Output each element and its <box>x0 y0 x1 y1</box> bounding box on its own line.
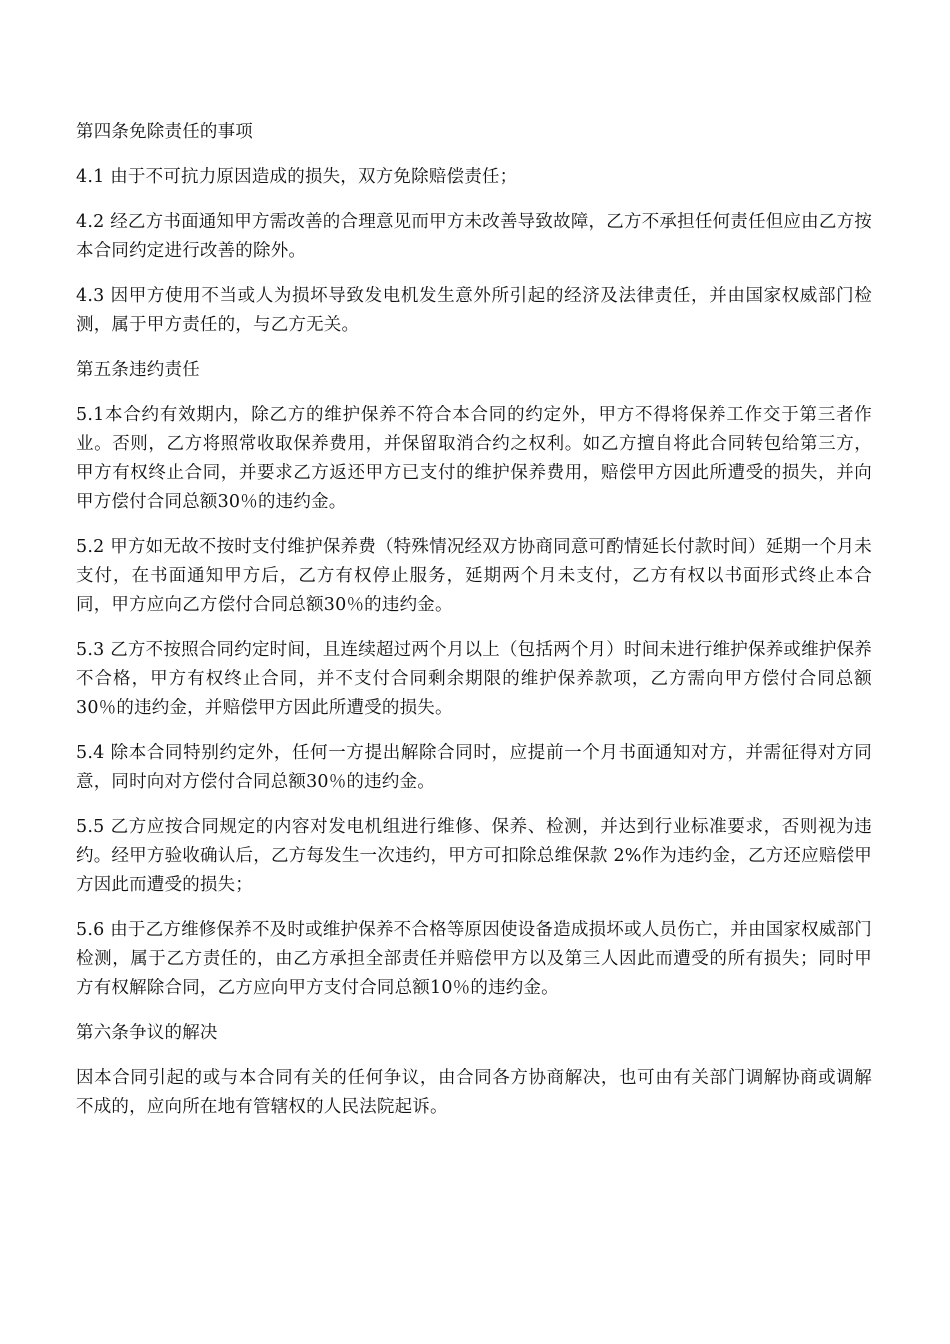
clause-5-5: 5.5 乙方应按合同规定的内容对发电机组进行维修、保养、检测，并达到行业标准要求，否则视为违约。经甲方验收确认后，乙方每发生一次违约，甲方可扣除总维保款 2%作为违约金，乙方还应赔偿甲方因此而遭受的损失； <box>76 817 872 895</box>
section-heading-article-6: 第六条争议的解决 <box>76 1023 218 1043</box>
clause-6-dispute: 因本合同引起的或与本合同有关的任何争议，由合同各方协商解决，也可由有关部门调解协商或调解不成的，应向所在地有管辖权的人民法院起诉。 <box>76 1068 872 1117</box>
clause-5-2: 5.2 甲方如无故不按时支付维护保养费（特殊情况经双方协商同意可酌情延长付款时间）延期一个月未支付，在书面通知甲方后，乙方有权停止服务，延期两个月未支付，乙方有权以书面形式终止本合同，甲方应向乙方偿付合同总额30％的违约金。 <box>76 537 872 615</box>
clause-5-4: 5.4 除本合同特别约定外，任何一方提出解除合同时，应提前一个月书面通知对方，并需征得对方同意，同时向对方偿付合同总额30％的违约金。 <box>76 743 872 792</box>
document-body <box>76 118 872 1138</box>
clause-5-6: 5.6 由于乙方维修保养不及时或维护保养不合格等原因使设备造成损坏或人员伤亡，并由国家权威部门检测，属于乙方责任的，由乙方承担全部责任并赔偿甲方以及第三人因此而遭受的所有损失；同时甲方有权解除合同，乙方应向甲方支付合同总额10％的违约金。 <box>76 920 872 998</box>
clause-5-1: 5.1本合约有效期内，除乙方的维护保养不符合本合同的约定外，甲方不得将保养工作交于第三者作业。否则，乙方将照常收取保养费用，并保留取消合约之权利。如乙方擅自将此合同转包给第三方，甲方有权终止合同，并要求乙方返还甲方已支付的维护保养费用，赔偿甲方因此所遭受的损失，并向甲方偿付合同总额30％的违约金。 <box>76 405 872 512</box>
clause-5-3: 5.3 乙方不按照合同约定时间，且连续超过两个月以上（包括两个月）时间未进行维护保养或维护保养不合格，甲方有权终止合同，并不支付合同剩余期限的维护保养款项，乙方需向甲方偿付合同总额30％的违约金，并赔偿甲方因此所遭受的损失。 <box>76 640 872 718</box>
section-heading-article-5: 第五条违约责任 <box>76 360 200 380</box>
section-heading-article-4: 第四条免除责任的事项 <box>76 122 253 142</box>
clause-4-3: 4.3 因甲方使用不当或人为损坏导致发电机发生意外所引起的经济及法律责任，并由国家权威部门检测，属于甲方责任的，与乙方无关。 <box>76 286 872 335</box>
clause-4-1: 4.1 由于不可抗力原因造成的损失，双方免除赔偿责任； <box>76 167 518 187</box>
clause-4-2: 4.2 经乙方书面通知甲方需改善的合理意见而甲方未改善导致故障，乙方不承担任何责任但应由乙方按本合同约定进行改善的除外。 <box>76 212 872 261</box>
